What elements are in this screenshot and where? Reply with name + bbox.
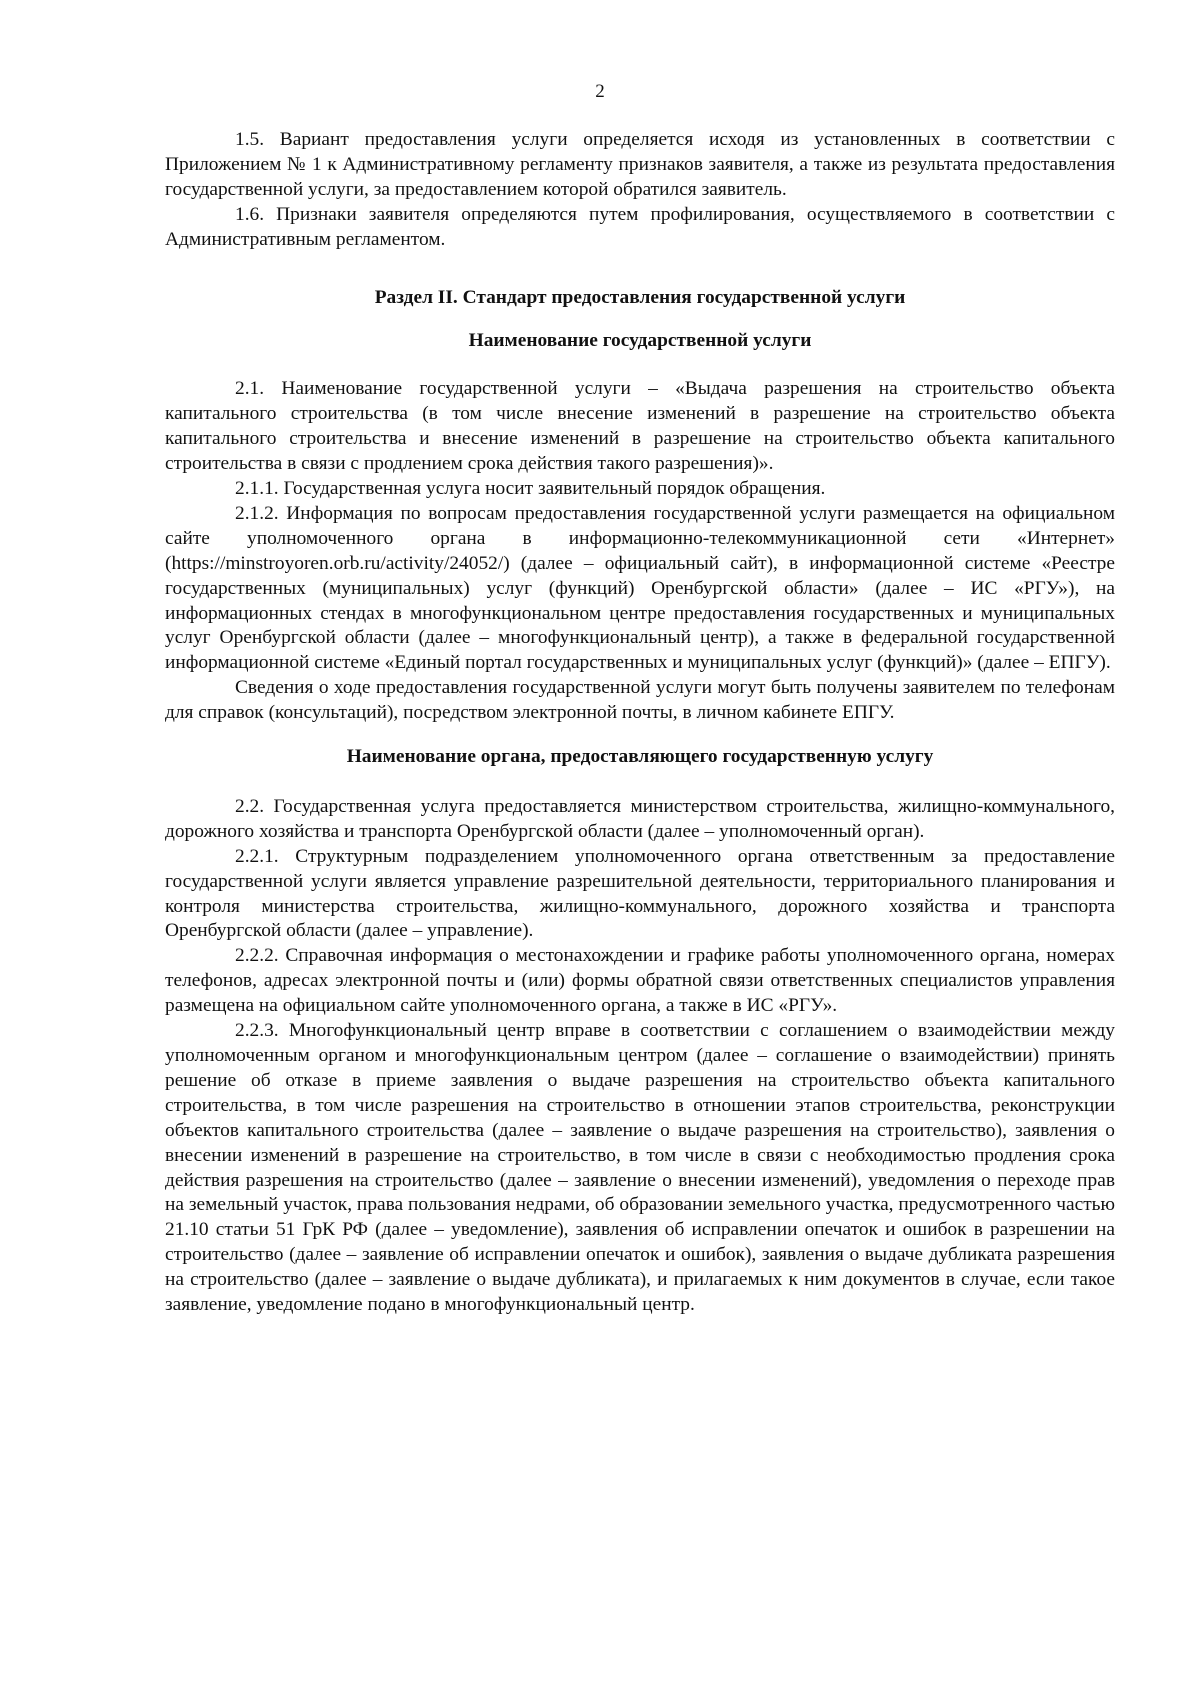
heading-service-name: Наименование государственной услуги [468, 330, 812, 352]
paragraph-2-1-2: 2.1.2. Информация по вопросам предоставления государственной услуги размещается на официальном сайте уполномоченного органа в информационно-телекоммуникационной сети «Интернет» (https://minstroyoren.orb.ru/activity/24052/) (далее – официальный сайт), в информационной системе «Реестре государственных (муниципальных) услуг (функций) Оренбургской области» (далее – ИС «РГУ»), на информационных стендах в многофункциональном центре предоставления государственных и муниципальных услуг Оренбургской области (далее – многофункциональный центр), а также в федеральной государственной информационной системе «Единый портал государственных и муниципальных услуг (функций)» (далее – ЕПГУ). [165, 502, 1115, 674]
spacer [165, 253, 1115, 286]
spacer [165, 726, 1115, 745]
paragraph-2-1: 2.1. Наименование государственной услуги – «Выдача разрешения на строительство объекта капитального строительства (в том числе внесение изменений в разрешение на строительство объекта капитального строительства и внесение изменений в разрешение на строительство объекта капитального строительства в связи с продлением срока действия такого разрешения)». [165, 378, 1115, 475]
spacer [165, 310, 1115, 329]
paragraph-2-2-3: 2.2.3. Многофункциональный центр вправе в соответствии с соглашением о взаимодействии между уполномоченным органом и многофункциональным центром (далее – соглашение о взаимодействии) принять решение об отказе в приеме заявления о выдаче разрешения на строительство объекта капитального строительства, в том числе разрешения на строительство в отношении этапов строительства, реконструкции объектов капитального строительства (далее – заявление о выдаче разрешения на строительство), заявления о внесении изменений в разрешение на строительство, в том числе в связи с необходимостью продления срока действия разрешения на строительство (далее – заявление о внесении изменений), уведомления о переходе прав на земельный участок, права пользования недрами, об образовании земельного участка, предусмотренного частью 21.10 статьи 51 ГрК РФ (далее – уведомление), заявления об исправлении опечаток и ошибок в разрешении на строительство (далее – заявление об исправлении опечаток и ошибок), заявления о выдаче дубликата разрешения на строительство (далее – заявление о выдаче дубликата), и прилагаемых к ним документов в случае, если такое заявление, уведомление подано в многофункциональный центр. [165, 1020, 1115, 1316]
spacer [165, 354, 1115, 377]
spacer [165, 770, 1115, 795]
section-2-title: Раздел II. Стандарт предоставления государственной услуги [374, 286, 906, 308]
paragraph-info: Сведения о ходе предоставления государственной услуги могут быть получены заявителем по телефонам для справок (консультаций), посредством электронной почты, в личном кабинете ЕПГУ. [165, 677, 1115, 724]
paragraph-2-2-1: 2.2.1. Структурным подразделением уполномоченного органа ответственным за предоставление государственной услуги является управление разрешительной деятельности, территориального планирования и контроля министерства строительства, жилищно-коммунального, дорожного хозяйства и транспорта Оренбургской области (далее – управление). [165, 845, 1115, 942]
heading-organ: Наименование органа, предоставляющего государственную услугу [346, 746, 934, 768]
paragraph-1-6: 1.6. Признаки заявителя определяются путем профилирования, осуществляемого в соответствии с Административным регламентом. [165, 203, 1115, 250]
paragraph-2-2: 2.2. Государственная услуга предоставляется министерством строительства, жилищно-коммунального, дорожного хозяйства и транспорта Оренбургской области (далее – уполномоченный орган). [165, 795, 1115, 842]
page-number: 2 [595, 81, 605, 102]
paragraph-2-2-2: 2.2.2. Справочная информация о местонахождении и графике работы уполномоченного органа, номерах телефонов, адресах электронной почты и (или) формы обратной связи ответственных специалистов управления размещена на официальном сайте уполномоченного органа, а также в ИС «РГУ». [165, 945, 1115, 1017]
paragraph-2-1-1: 2.1.1. Государственная услуга носит заявительный порядок обращения. [235, 477, 826, 499]
document-body [165, 128, 1115, 1318]
paragraph-1-5: 1.5. Вариант предоставления услуги определяется исходя из установленных в соответствии с Приложением № 1 к Административному регламенту признаков заявителя, а также из результата предоставления государственной услуги, за предоставлением которой обратился заявитель. [165, 129, 1115, 200]
